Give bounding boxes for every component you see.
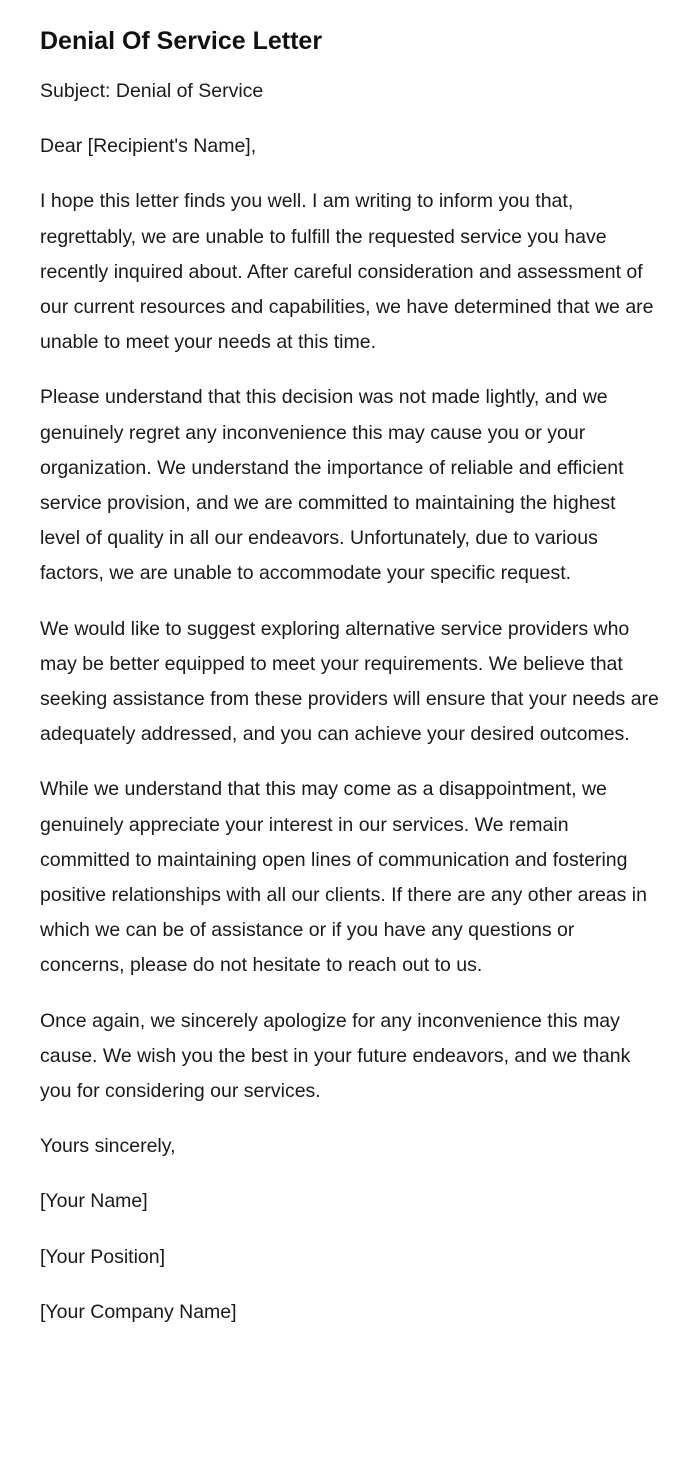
signature-position: [Your Position] [40, 1245, 166, 1268]
letter-paragraph: Once again, we sincerely apologize for any inconvenience this may cause. We wish you the best in your future endeavors, and we thank you for considering our services. [40, 1009, 631, 1103]
letter-paragraph: While we understand that this may come as a disappointment, we genuinely appreciate your interest in our services. We remain committed to maintaining open lines of communication and fostering positive relationships with all our clients. If there are any other areas in which we can be of assistance or if you have any questions or concerns, please do not hesitate to reach out to us. [40, 778, 647, 977]
letter-paragraph: I hope this letter finds you well. I am writing to inform you that, regrettably, we are unable to fulfill the requested service you have recently inquired about. After careful consideration and assessment of our current resources and capabilities, we have determined that we are unable to meet your needs at this time. [40, 190, 654, 354]
signature-company: [Your Company Name] [40, 1300, 237, 1323]
letter-subject: Subject: Denial of Service [40, 80, 264, 102]
letter-greeting: Dear [Recipient's Name], [40, 135, 257, 158]
signature-name: [Your Name] [40, 1190, 148, 1213]
letter-closing: Yours sincerely, [40, 1135, 176, 1158]
letter-title: Denial Of Service Letter [40, 27, 323, 55]
letter-paragraph: We would like to suggest exploring alternative service providers who may be better equipped to meet your requirements. We believe that seeking assistance from these providers will ensure that your needs are adequately addressed, and you can achieve your desired outcomes. [40, 617, 659, 746]
letter-paragraph: Please understand that this decision was not made lightly, and we genuinely regret any inconvenience this may cause you or your organization. We understand the importance of reliable and efficient service provision, and we are committed to maintaining the highest level of quality in all our endeavors. Unfortunately, due to various factors, we are unable to accommodate your specific request. [40, 386, 624, 585]
